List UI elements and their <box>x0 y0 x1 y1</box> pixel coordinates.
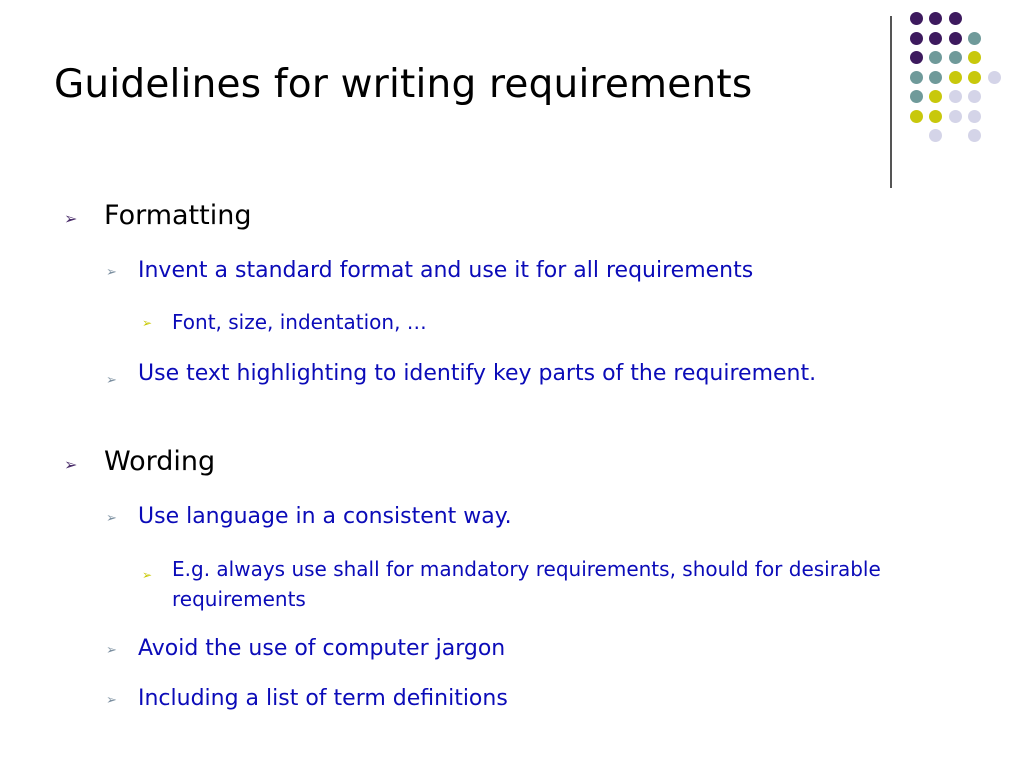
bullet-avoid-jargon <box>106 636 906 668</box>
bullet-text: Formatting <box>104 200 252 231</box>
arrow-bullet-icon: ➢ <box>142 568 153 582</box>
bullet-text: Including a list of term definitions <box>138 686 508 711</box>
bullet-font-size <box>142 310 902 340</box>
bullet-text: Wording <box>104 446 216 477</box>
arrow-bullet-icon: ➢ <box>142 316 153 330</box>
bullet-text: E.g. always use shall for mandatory requirements, should for desirable requirements <box>172 557 881 611</box>
arrow-bullet-icon: ➢ <box>64 455 78 474</box>
bullet-wording <box>64 446 884 482</box>
bullet-text-highlighting <box>106 358 826 424</box>
arrow-bullet-icon: ➢ <box>106 373 117 388</box>
bullet-formatting <box>64 200 884 236</box>
arrow-bullet-icon: ➢ <box>106 643 117 658</box>
bullet-text: Avoid the use of computer jargon <box>138 636 506 661</box>
arrow-bullet-icon: ➢ <box>106 265 117 280</box>
bullet-text: Font, size, indentation, … <box>172 310 427 334</box>
bullet-shall-should <box>142 554 962 618</box>
slide-title: Guidelines for writing requirements <box>54 62 753 107</box>
bullet-text: Use text highlighting to identify key parts of the requirement. <box>138 361 817 386</box>
bullet-standard-format <box>106 258 906 290</box>
bullet-consistent-language <box>106 504 906 536</box>
arrow-bullet-icon: ➢ <box>106 693 117 708</box>
bullet-text: Invent a standard format and use it for all requirements <box>138 258 754 283</box>
arrow-bullet-icon: ➢ <box>106 511 117 526</box>
arrow-bullet-icon: ➢ <box>64 209 78 228</box>
bullet-text: Use language in a consistent way. <box>138 504 512 529</box>
bullet-term-definitions <box>106 686 906 718</box>
